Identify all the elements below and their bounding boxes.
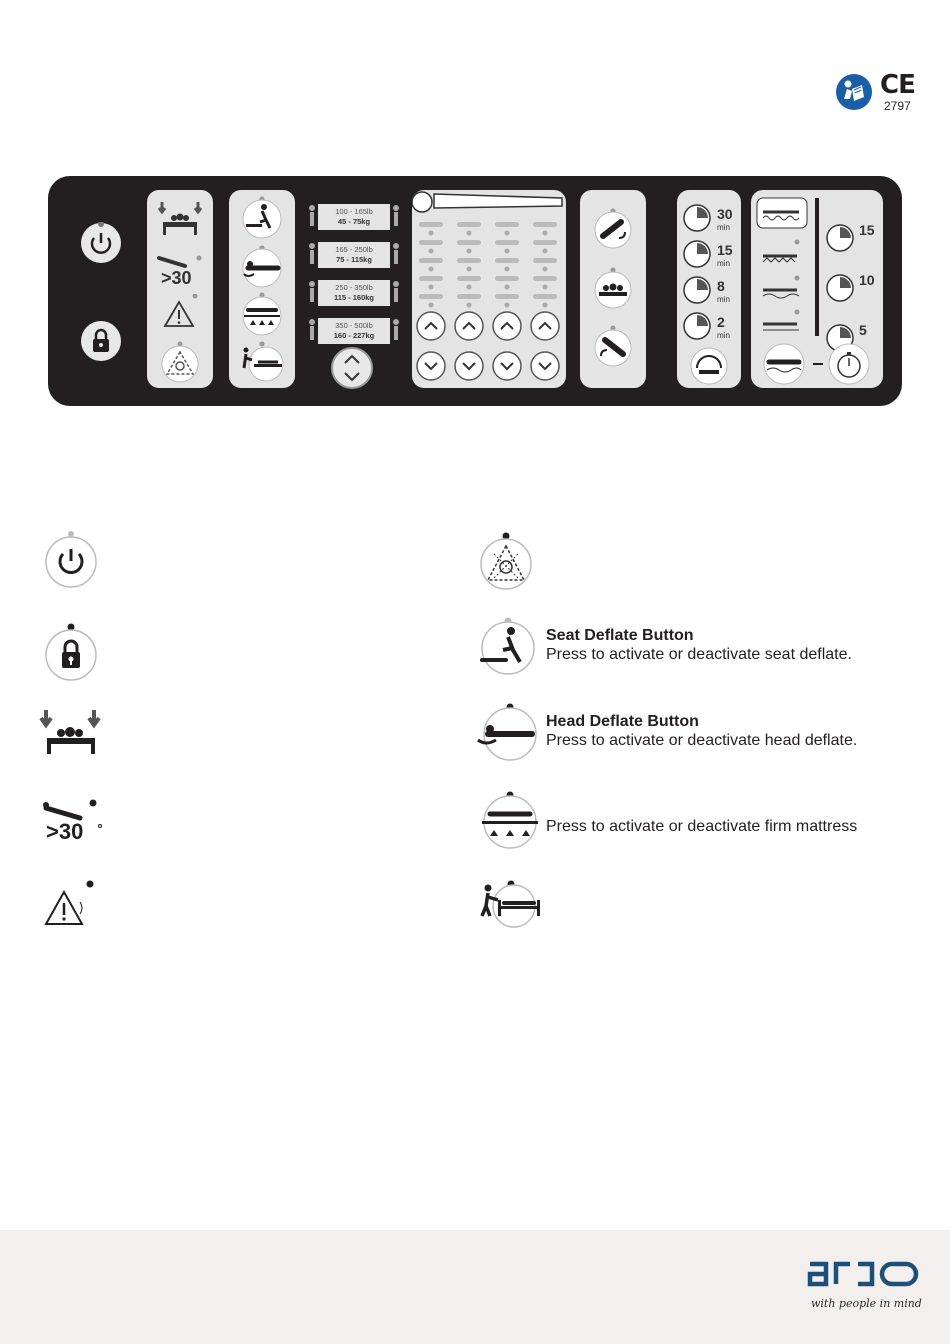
- weight-lb: 165 - 250lb: [335, 245, 373, 254]
- legend-power-icon: [44, 530, 100, 595]
- timer-value: 30: [717, 206, 733, 222]
- head-deflate-desc: Press to activate or deactivate head deflate.: [546, 732, 858, 749]
- read-manual-icon: [835, 73, 873, 116]
- zone-column-3: [493, 222, 521, 380]
- weight-range-2[interactable]: [309, 242, 399, 268]
- pause-button[interactable]: [691, 348, 727, 384]
- rotation-timer-value: 10: [859, 272, 875, 288]
- timer-section: [677, 190, 741, 388]
- weight-up-down-button[interactable]: [330, 346, 374, 395]
- zone-down-button[interactable]: [531, 352, 559, 380]
- rotate-right-button[interactable]: [595, 326, 631, 367]
- rotation-timer-10-button[interactable]: [827, 272, 875, 301]
- rotation-timer-value: 5: [859, 322, 867, 338]
- mode-wave-button[interactable]: [764, 344, 804, 384]
- zone-down-button[interactable]: [455, 352, 483, 380]
- legend-alert-icon: [42, 878, 98, 935]
- head-deflate-button[interactable]: [243, 246, 281, 288]
- mode-section: [751, 190, 883, 388]
- legend-seat-deflate-icon: [476, 616, 538, 683]
- mode-alternating-button[interactable]: [763, 240, 800, 263]
- timer-8-button[interactable]: [684, 277, 730, 304]
- zone-column-2: [455, 222, 483, 380]
- therapy-alarm-button[interactable]: [159, 340, 201, 384]
- timer-unit: min: [717, 331, 730, 340]
- zone-column-1: [417, 222, 445, 380]
- mode-pulsation-button[interactable]: [757, 198, 807, 228]
- zone-controls: [412, 190, 566, 388]
- seat-deflate-button[interactable]: [243, 197, 281, 239]
- deflate-buttons: [240, 192, 284, 384]
- ce-number: 2797: [884, 99, 911, 113]
- weight-lb: 250 - 350lb: [335, 283, 373, 292]
- rotation-timer-15-button[interactable]: [827, 222, 875, 251]
- timer-15-button[interactable]: [684, 241, 733, 268]
- weight-kg: 160 - 227kg: [333, 331, 375, 340]
- timer-unit: min: [717, 259, 730, 268]
- rotation-buttons: [591, 204, 635, 382]
- rotate-left-button[interactable]: [595, 209, 631, 249]
- alarm-section: [147, 190, 213, 388]
- zone-column-4: [531, 222, 559, 380]
- weight-kg: 115 - 160kg: [333, 293, 375, 302]
- control-panel: [48, 176, 902, 406]
- modes: [751, 190, 883, 388]
- alert-icon: [161, 294, 201, 330]
- ce-mark: CE: [880, 70, 915, 100]
- tagline: with people in mind: [811, 1297, 922, 1310]
- head-deflate-title: Head Deflate Button: [546, 713, 699, 730]
- weight-selector: [306, 204, 402, 369]
- zone-up-button[interactable]: [531, 312, 559, 340]
- zone-down-button[interactable]: [493, 352, 521, 380]
- weight-lb: 100 - 165lb: [335, 207, 373, 216]
- timer-value: 8: [717, 278, 725, 294]
- lock-button[interactable]: [80, 320, 122, 367]
- zone-up-button[interactable]: [493, 312, 521, 340]
- timers: [677, 190, 741, 388]
- weight-range-3[interactable]: [309, 280, 399, 306]
- legend-firm-mattress-icon: [478, 790, 540, 857]
- arjo-logo: [806, 1254, 920, 1293]
- rotate-center-button[interactable]: [595, 268, 631, 309]
- timer-unit: min: [717, 295, 730, 304]
- legend-therapy-alarm-icon: [478, 530, 534, 597]
- seat-deflate-title: Seat Deflate Button: [546, 627, 694, 644]
- weight-range-1[interactable]: [309, 204, 399, 230]
- rotation-section: [580, 190, 646, 388]
- transport-mode-button[interactable]: [244, 342, 284, 382]
- legend-cpr-icon: [38, 708, 104, 763]
- cpr-icon: [157, 200, 203, 240]
- legend-lock-icon: [44, 622, 100, 687]
- head-angle-icon: [157, 252, 207, 292]
- weight-range-4[interactable]: [309, 318, 399, 344]
- rotation-timer-value: 15: [859, 222, 875, 238]
- power-button[interactable]: [80, 222, 122, 269]
- timer-unit: min: [717, 223, 730, 232]
- legend-transport-icon: [478, 878, 544, 935]
- weight-lb: 350 - 500lb: [335, 321, 373, 330]
- zone-down-button[interactable]: [417, 352, 445, 380]
- timer-30-button[interactable]: [684, 205, 733, 232]
- weight-kg: 45 - 75kg: [337, 217, 371, 226]
- deflate-section: [229, 190, 295, 388]
- rotation-timer-button[interactable]: [829, 344, 869, 384]
- angle-label: >30: [161, 268, 192, 288]
- legend-head-deflate-text: [546, 712, 857, 750]
- firm-mattress-desc: Press to activate or deactivate firm mattress: [546, 818, 858, 835]
- zone-up-button[interactable]: [417, 312, 445, 340]
- legend-firm-mattress-text: [546, 817, 857, 836]
- seat-deflate-desc: Press to activate or deactivate seat deflate.: [546, 646, 852, 663]
- legend-seat-deflate-text: [546, 626, 852, 664]
- legend-angle-label: >30: [46, 819, 84, 844]
- zone-pressure-section: [412, 190, 566, 388]
- zone-up-button[interactable]: [455, 312, 483, 340]
- timer-value: 15: [717, 242, 733, 258]
- legend-head-deflate-icon: [476, 702, 540, 769]
- timer-value: 2: [717, 314, 725, 330]
- mode-static-button[interactable]: [763, 310, 800, 331]
- timer-2-button[interactable]: [684, 313, 730, 340]
- mode-low-air-loss-button[interactable]: [763, 276, 800, 299]
- legend-head-angle-icon: [40, 796, 106, 851]
- weight-kg: 75 - 115kg: [336, 255, 372, 264]
- firm-mattress-button[interactable]: [243, 293, 281, 336]
